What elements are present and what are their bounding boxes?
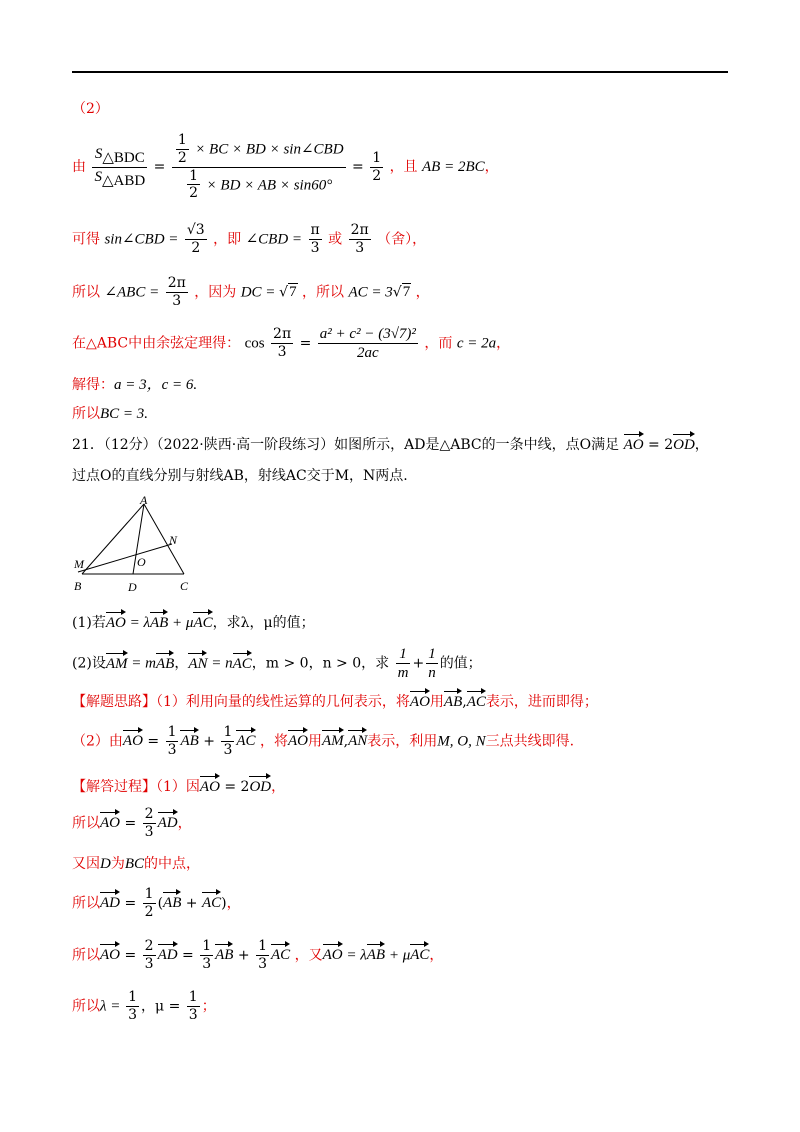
label-o: O xyxy=(137,555,146,569)
cosine-line: 在△ABC中由余弦定理得： cos $\frac{2\pi}{3}$ = $\frac{\text{a² + c² − (3√7)²}}{2ac}$ ，而 c = 2a， xyxy=(72,326,511,361)
line-mn xyxy=(78,544,172,572)
label-c: C xyxy=(180,579,189,593)
label-n: N xyxy=(169,533,178,547)
part2-label: （2） xyxy=(72,101,109,117)
label-d: D xyxy=(128,580,137,594)
ao-ad-line: 所以AO = $\frac{2}{3}$ AD， xyxy=(72,806,192,840)
big-ratio-frac: $\frac{1}{2}$ × BC × BD × sin∠CBD $\frac{1}{2}$ × BD × AB × sin60° xyxy=(172,132,346,202)
ratio-line: 由 $\frac{S_{\triangle BDC}}{S_{\triangle ABD}}$ = $\frac{1}{2}$ × BC × BD × sin∠CBD $\frac{1}{2}$ × BD × AB × sin60° = $\frac{1}{2}$ ，且 AB = 2BC， xyxy=(72,132,499,202)
header-rule xyxy=(72,71,728,73)
solution-process-line: 【解答过程】（1）因AO = 2OD， xyxy=(72,775,285,796)
final-line: 所以λ = $\frac{1}{3}$ ，μ = $\frac{1}{3}$ ； xyxy=(72,989,216,1023)
q21-stem-line1: 21．（12分）（2022·陕西·高一阶段练习）如图所示，AD是△ABC的一条中线，点O满足 AO = 2OD， xyxy=(72,433,709,454)
subq2-line: (2)设AM = mAB，AN = nAC，m > 0，n > 0，求 $\frac{1}{m}$ + $\frac{1}{n}$ 的值； xyxy=(72,646,482,681)
triangle-figure xyxy=(72,494,202,594)
midpoint-line: 又因D为BC的中点， xyxy=(72,856,201,872)
solution-idea-line1: 【解题思路】（1）利用向量的线性运算的几何表示，将AO用AB,AC表示，进而即得； xyxy=(72,690,598,711)
bc-line: 所以BC = 3. xyxy=(72,406,149,422)
ad-line: 所以AD = $\frac{1}{2}$ (AB + AC)， xyxy=(72,886,241,920)
angle-abc-line: 所以 ∠ABC = $\frac{2\pi}{3}$ ，因为 DC = √7 ，所以 AC = 3√7 ， xyxy=(72,275,430,309)
ao-full-line: 所以AO = $\frac{2}{3}$ AD = $\frac{1}{3}$ AB + $\frac{1}{3}$ AC ，又AO = λAB + μAC， xyxy=(72,938,444,972)
side-ac xyxy=(144,504,184,574)
label-a: A xyxy=(140,494,148,507)
sin-line: 可得 sin∠CBD = $\frac{√3}{2}$ ，即 ∠CBD = $\frac{\pi}{3}$ 或 $\frac{2\pi}{3}$ （舍）， xyxy=(72,222,427,256)
label-m: M xyxy=(74,557,84,571)
q21-stem-line2: 过点O的直线分别与射线AB，射线AC交于M，N两点. xyxy=(72,468,408,484)
subq1-line: (1)若AO = λAB + μAC，求λ，μ的值； xyxy=(72,611,315,632)
solution-idea-line2: （2）由AO = $\frac{1}{3}$ AB + $\frac{1}{3}$ AC ，将AO用AM,AN表示，利用M, O, N三点共线即得. xyxy=(72,724,575,758)
area-ratio-frac: $\frac{S_{\triangle BDC}}{S_{\triangle ABD}}$ xyxy=(94,145,146,189)
solve-line: 解得：a = 3，c = 6. xyxy=(72,377,198,393)
label-b: B xyxy=(74,579,82,593)
